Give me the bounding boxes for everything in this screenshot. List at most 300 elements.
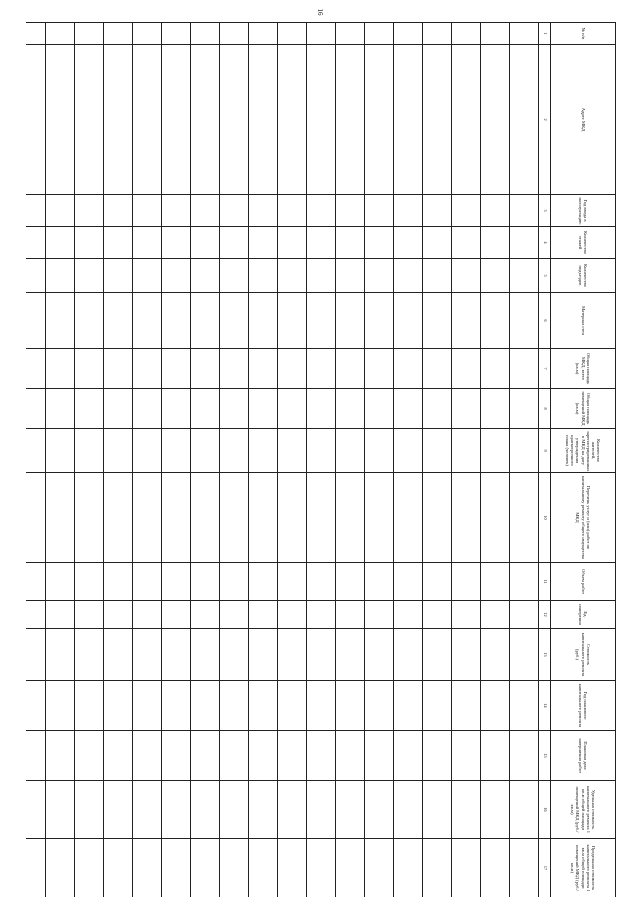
table-cell-area-total [75,349,104,389]
table-cell-end-date [394,731,423,781]
table-cell-max-cost [46,839,75,898]
table-cell-n [162,23,191,45]
table-cell-n [481,23,510,45]
table-cell-plan-year [191,681,220,731]
table-cell-work [278,473,307,563]
table-cell-end-date [104,731,133,781]
table-cell-walls [365,293,394,349]
table-cell-unit [481,601,510,629]
table-cell-floors [26,227,46,259]
table-cell-max-cost [26,839,46,898]
table-cell-floors [481,227,510,259]
table-row [133,23,162,898]
table-cell-cost [162,629,191,681]
table-cell-work [481,473,510,563]
table-row [481,23,510,898]
table-row [278,23,307,898]
column-number: 14 [539,681,551,731]
table-cell-unit [46,601,75,629]
column-number: 12 [539,601,551,629]
table-cell-max-cost [423,839,452,898]
table-cell-unit-cost [104,781,133,839]
column-header: Удельная стоимость капитального ремонта 1 кв.м общей площади помещений МКД (руб./кв.м) [551,781,616,839]
table-row [510,23,539,898]
table-cell-work [220,473,249,563]
table-cell-unit [133,601,162,629]
table-cell-entr [191,259,220,293]
table-cell-plan-year [104,681,133,731]
table-cell-floors [133,227,162,259]
table-cell-end-date [46,731,75,781]
table-cell-entr [249,259,278,293]
table-cell-plan-year [278,681,307,731]
table-cell-walls [104,293,133,349]
table-cell-residents [452,429,481,473]
table-cell-end-date [510,731,539,781]
table-cell-n [336,23,365,45]
table-cell-work [510,473,539,563]
column-number: 8 [539,389,551,429]
table-cell-residents [26,429,46,473]
table-cell-year [104,195,133,227]
table-cell-max-cost [104,839,133,898]
table-cell-plan-year [481,681,510,731]
table-cell-end-date [162,731,191,781]
table-cell-area-total [220,349,249,389]
table-cell-work [249,473,278,563]
table-cell-area-total [104,349,133,389]
table-cell-area-total [26,349,46,389]
table-cell-work [423,473,452,563]
table-cell-year [278,195,307,227]
table-cell-area-total [307,349,336,389]
table-cell-max-cost [452,839,481,898]
table-cell-addr [249,45,278,195]
table-cell-entr [336,259,365,293]
column-header: Стоимость капитального ремонта (руб.) [551,629,616,681]
table-cell-end-date [26,731,46,781]
table-cell-cost [394,629,423,681]
table-cell-n [510,23,539,45]
table-cell-cost [365,629,394,681]
table-cell-unit-cost [336,781,365,839]
column-header: Объем работ [551,563,616,601]
column-number: 11 [539,563,551,601]
table-cell-cost [452,629,481,681]
table-cell-end-date [365,731,394,781]
table-cell-walls [423,293,452,349]
table-cell-end-date [220,731,249,781]
table-cell-residents [133,429,162,473]
table-cell-addr [365,45,394,195]
table-cell-unit-cost [26,781,46,839]
table-cell-floors [394,227,423,259]
table-cell-work [133,473,162,563]
table-cell-end-date [75,731,104,781]
table-cell-floors [191,227,220,259]
table-cell-work [452,473,481,563]
table-cell-max-cost [394,839,423,898]
table-cell-entr [510,259,539,293]
table-cell-year [365,195,394,227]
table-cell-volume [104,563,133,601]
table-cell-n [46,23,75,45]
table-cell-unit [249,601,278,629]
table-cell-area-total [481,349,510,389]
table-cell-volume [278,563,307,601]
table-cell-floors [220,227,249,259]
table-cell-plan-year [162,681,191,731]
table-cell-area-prem [394,389,423,429]
table-cell-unit [75,601,104,629]
header-row [551,23,616,898]
table-cell-cost [191,629,220,681]
table-cell-area-prem [365,389,394,429]
column-header: Плановая дата завершения работ [551,731,616,781]
table-cell-end-date [307,731,336,781]
table-cell-year [249,195,278,227]
table-cell-area-total [336,349,365,389]
table-cell-cost [336,629,365,681]
table-cell-year [307,195,336,227]
table-row [394,23,423,898]
table-cell-residents [394,429,423,473]
table-cell-area-total [191,349,220,389]
table-cell-addr [278,45,307,195]
table-cell-entr [26,259,46,293]
table-cell-volume [481,563,510,601]
table-cell-year [452,195,481,227]
table-cell-floors [46,227,75,259]
table-cell-plan-year [394,681,423,731]
table-cell-residents [46,429,75,473]
table-cell-residents [220,429,249,473]
table-cell-volume [191,563,220,601]
table-cell-area-total [394,349,423,389]
column-number: 15 [539,731,551,781]
table-cell-walls [510,293,539,349]
table-cell-addr [162,45,191,195]
table-cell-work [365,473,394,563]
column-number: 17 [539,839,551,898]
table-cell-volume [423,563,452,601]
column-header: Материал стен [551,293,616,349]
table-row [365,23,394,898]
column-number: 9 [539,429,551,473]
column-number: 5 [539,259,551,293]
table-cell-volume [452,563,481,601]
table-cell-addr [423,45,452,195]
table-cell-area-total [365,349,394,389]
table-cell-residents [481,429,510,473]
table-cell-floors [423,227,452,259]
table-cell-volume [365,563,394,601]
table-cell-unit [365,601,394,629]
table-row [26,23,46,898]
table-cell-year [336,195,365,227]
table-cell-volume [307,563,336,601]
table-cell-unit [336,601,365,629]
table-cell-walls [162,293,191,349]
table-cell-year [162,195,191,227]
table-cell-residents [162,429,191,473]
table-cell-entr [104,259,133,293]
table-cell-residents [365,429,394,473]
table-row [452,23,481,898]
table-body [26,23,539,898]
column-header: Год планового капитального ремонта [551,681,616,731]
table-cell-addr [481,45,510,195]
table-cell-entr [46,259,75,293]
table-cell-volume [75,563,104,601]
table-cell-area-total [423,349,452,389]
column-header: Количество подъездов [551,259,616,293]
table-cell-walls [133,293,162,349]
table-cell-unit-cost [481,781,510,839]
column-header: Общая площадь МКД, всего (кв.м) [551,349,616,389]
table-row [46,23,75,898]
table-cell-residents [104,429,133,473]
table-cell-work [394,473,423,563]
table-cell-year [75,195,104,227]
table-cell-cost [278,629,307,681]
table-cell-unit-cost [365,781,394,839]
table-cell-max-cost [249,839,278,898]
table-cell-area-total [133,349,162,389]
table-cell-year [510,195,539,227]
table-cell-max-cost [220,839,249,898]
table-cell-volume [162,563,191,601]
table-cell-area-total [510,349,539,389]
table-cell-entr [365,259,394,293]
table-cell-residents [249,429,278,473]
table-cell-area-prem [191,389,220,429]
table-row [191,23,220,898]
table-cell-residents [510,429,539,473]
table-cell-entr [162,259,191,293]
table-cell-addr [104,45,133,195]
table-cell-unit [423,601,452,629]
table-cell-work [162,473,191,563]
table-cell-cost [510,629,539,681]
table-cell-residents [191,429,220,473]
table-cell-addr [133,45,162,195]
table-cell-area-prem [162,389,191,429]
table-cell-entr [394,259,423,293]
table-cell-floors [307,227,336,259]
table-cell-max-cost [307,839,336,898]
table-cell-cost [75,629,104,681]
table-cell-max-cost [336,839,365,898]
table-cell-year [191,195,220,227]
table-cell-floors [510,227,539,259]
table-cell-volume [220,563,249,601]
table-cell-max-cost [365,839,394,898]
table-cell-work [104,473,133,563]
table-cell-volume [133,563,162,601]
table-cell-area-prem [423,389,452,429]
table-cell-unit-cost [220,781,249,839]
table-cell-n [278,23,307,45]
table-cell-year [394,195,423,227]
table-cell-addr [191,45,220,195]
column-number: 2 [539,45,551,195]
table-cell-cost [104,629,133,681]
table-cell-n [191,23,220,45]
table-cell-area-prem [46,389,75,429]
table-cell-entr [75,259,104,293]
table-cell-end-date [423,731,452,781]
table-cell-plan-year [510,681,539,731]
table-cell-area-prem [336,389,365,429]
table-cell-volume [394,563,423,601]
table-cell-plan-year [249,681,278,731]
table-cell-work [75,473,104,563]
table-cell-n [133,23,162,45]
table-cell-year [220,195,249,227]
table-cell-area-total [278,349,307,389]
table-cell-walls [394,293,423,349]
table-cell-area-prem [452,389,481,429]
table-cell-walls [336,293,365,349]
column-number: 1 [539,23,551,45]
column-header: Общая площадь помещений МКД (кв.м) [551,389,616,429]
table-cell-residents [307,429,336,473]
table-cell-area-prem [133,389,162,429]
table-cell-entr [220,259,249,293]
table-cell-entr [307,259,336,293]
table-cell-max-cost [133,839,162,898]
table-cell-area-prem [510,389,539,429]
table-cell-cost [307,629,336,681]
table-cell-area-prem [26,389,46,429]
landscape-table-wrapper [26,22,616,897]
table-cell-unit-cost [278,781,307,839]
table-cell-area-prem [220,389,249,429]
table-cell-plan-year [423,681,452,731]
table-cell-unit [162,601,191,629]
table-cell-area-prem [75,389,104,429]
table-cell-cost [26,629,46,681]
table-cell-unit-cost [510,781,539,839]
table-cell-max-cost [278,839,307,898]
table-cell-n [394,23,423,45]
column-header: Год ввода в эксплуатацию [551,195,616,227]
repair-plan-table [26,22,616,897]
table-cell-area-total [162,349,191,389]
table-cell-plan-year [452,681,481,731]
table-cell-year [481,195,510,227]
table-row [104,23,133,898]
table-cell-volume [46,563,75,601]
table-cell-unit [510,601,539,629]
table-cell-walls [278,293,307,349]
table-cell-unit [307,601,336,629]
table-cell-walls [26,293,46,349]
page-number: 16 [316,8,324,16]
table-cell-area-prem [278,389,307,429]
table-cell-unit [220,601,249,629]
table-cell-floors [336,227,365,259]
table-cell-entr [452,259,481,293]
table-cell-max-cost [481,839,510,898]
table-cell-unit-cost [452,781,481,839]
table-cell-area-prem [249,389,278,429]
table-cell-volume [510,563,539,601]
table-cell-unit-cost [191,781,220,839]
table-cell-entr [423,259,452,293]
table-cell-year [46,195,75,227]
table-cell-addr [307,45,336,195]
column-number: 10 [539,473,551,563]
table-cell-unit [278,601,307,629]
table-cell-walls [249,293,278,349]
table-row [220,23,249,898]
table-cell-entr [133,259,162,293]
table-cell-addr [336,45,365,195]
column-number: 7 [539,349,551,389]
table-row [162,23,191,898]
table-cell-cost [46,629,75,681]
column-header: Количество жителей, зарегистрированных в МКД на дату утверждения краткосрочного плана (человек) [551,429,616,473]
table-cell-entr [278,259,307,293]
table-cell-max-cost [162,839,191,898]
table-cell-unit-cost [162,781,191,839]
table-cell-n [249,23,278,45]
table-cell-unit [452,601,481,629]
table-cell-plan-year [26,681,46,731]
table-cell-floors [452,227,481,259]
table-cell-addr [510,45,539,195]
column-number-row [539,23,551,898]
table-cell-end-date [481,731,510,781]
table-cell-plan-year [220,681,249,731]
table-cell-addr [46,45,75,195]
table-cell-volume [26,563,46,601]
table-cell-cost [481,629,510,681]
table-cell-max-cost [75,839,104,898]
table-cell-cost [133,629,162,681]
table-cell-residents [423,429,452,473]
table-cell-end-date [452,731,481,781]
table-cell-unit-cost [307,781,336,839]
table-cell-n [26,23,46,45]
table-cell-plan-year [365,681,394,731]
column-number: 13 [539,629,551,681]
table-cell-work [191,473,220,563]
table-cell-area-total [46,349,75,389]
table-cell-plan-year [336,681,365,731]
table-cell-floors [278,227,307,259]
column-header: Предельная стоимость капитального ремонта 1 кв.м общей площади помещений МКД (руб./кв.м) [551,839,616,898]
table-row [336,23,365,898]
table-cell-walls [481,293,510,349]
table-cell-end-date [133,731,162,781]
table-row [307,23,336,898]
table-cell-addr [394,45,423,195]
column-number: 6 [539,293,551,349]
table-cell-max-cost [191,839,220,898]
table-cell-n [365,23,394,45]
table-cell-end-date [191,731,220,781]
table-cell-volume [336,563,365,601]
table-cell-n [423,23,452,45]
table-cell-year [423,195,452,227]
table-row [75,23,104,898]
table-cell-plan-year [307,681,336,731]
table-cell-unit-cost [423,781,452,839]
table-cell-year [26,195,46,227]
